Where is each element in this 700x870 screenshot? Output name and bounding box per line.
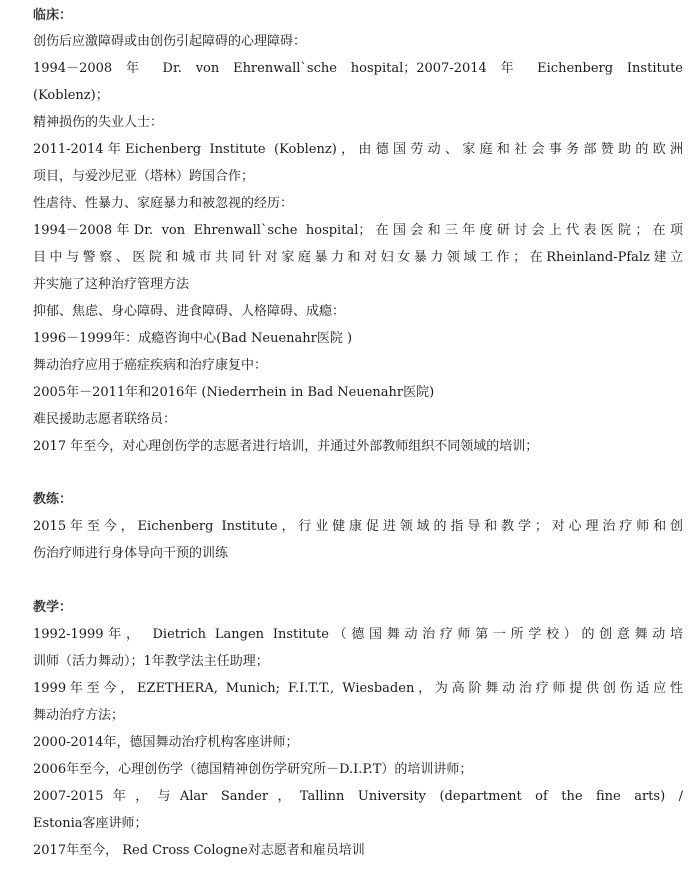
text-line: 伤治疗师进行身体导向干预的训练 bbox=[33, 546, 229, 561]
text-line: 舞动治疗应用于癌症疾病和治疗康复中： bbox=[33, 358, 268, 373]
section-heading-coaching: 教练： bbox=[33, 492, 73, 507]
text-line: 难民援助志愿者联络员： bbox=[33, 412, 177, 427]
text-line: 2005年－2011年和2016年 (Niederrhein in Bad Neuenahr医院) bbox=[33, 385, 435, 400]
text-line: 2011-2014年Eichenberg Institute (Koblenz)，由德国劳动、家庭和社会事务部赞助的欧洲 bbox=[33, 142, 683, 157]
section-heading-clinical: 临床： bbox=[33, 8, 73, 23]
text-line: 项目，与爱沙尼亚（塔林）跨国合作； bbox=[33, 169, 255, 184]
text-line: 2015年至今，Eichenberg Institute，行业健康促进领域的指导和教学；对心理治疗师和创 bbox=[33, 519, 683, 534]
text-line: 抑郁、焦虑、身心障碍、进食障碍、人格障碍、成瘾： bbox=[33, 304, 346, 319]
text-line: 1992-1999年， Dietrich Langen Institute（德国舞动治疗师第一所学校）的创意舞动培 bbox=[33, 627, 683, 642]
text-line: 1994－2008 年 Dr. von Ehrenwall`sche hospital；2007-2014 年 Eichenberg Institute bbox=[33, 61, 683, 76]
text-line: 舞动治疗方法； bbox=[33, 708, 125, 723]
text-line: 精神损伤的失业人士： bbox=[33, 115, 164, 130]
text-line: 1999年至今，EZETHERA, Munich; F.I.T.T., Wiesbaden，为高阶舞动治疗师提供创伤适应性 bbox=[33, 681, 683, 696]
text-line: 2007-2015年，与Alar Sander，Tallinn University (department of the fine arts) / bbox=[33, 789, 683, 804]
text-line: 2000-2014年，德国舞动治疗机构客座讲师； bbox=[33, 735, 299, 750]
text-line: 目中与警察、医院和城市共同针对家庭暴力和对妇女暴力领域工作；在Rheinland-Pfalz建立 bbox=[33, 250, 683, 265]
text-line: Estonia客座讲师； bbox=[33, 816, 148, 831]
text-line: 1996－1999年：成瘾咨询中心(Bad Neuenahr医院 ) bbox=[33, 331, 353, 346]
text-line: 训师（活力舞动）；1年教学法主任助理； bbox=[33, 654, 269, 669]
text-line: 1994－2008年Dr. von Ehrenwall`sche hospital；在国会和三年度研讨会上代表医院；在项 bbox=[33, 223, 683, 238]
text-line: 2017 年至今，对心理创伤学的志愿者进行培训，并通过外部教师组织不同领域的培训； bbox=[33, 439, 539, 454]
text-line: 创伤后应激障碍或由创伤引起障碍的心理障碍： bbox=[33, 34, 307, 49]
text-line: 性虐待、性暴力、家庭暴力和被忽视的经历： bbox=[33, 196, 294, 211]
text-line: 2017年至今， Red Cross Cologne对志愿者和雇员培训 bbox=[33, 843, 365, 858]
text-line: 并实施了这种治疗管理方法 bbox=[33, 277, 190, 292]
text-line: (Koblenz)； bbox=[33, 88, 109, 103]
section-heading-teaching: 教学： bbox=[33, 600, 73, 615]
text-line: 2006年至今，心理创伤学（德国精神创伤学研究所－D.I.P.T）的培训讲师； bbox=[33, 762, 473, 777]
